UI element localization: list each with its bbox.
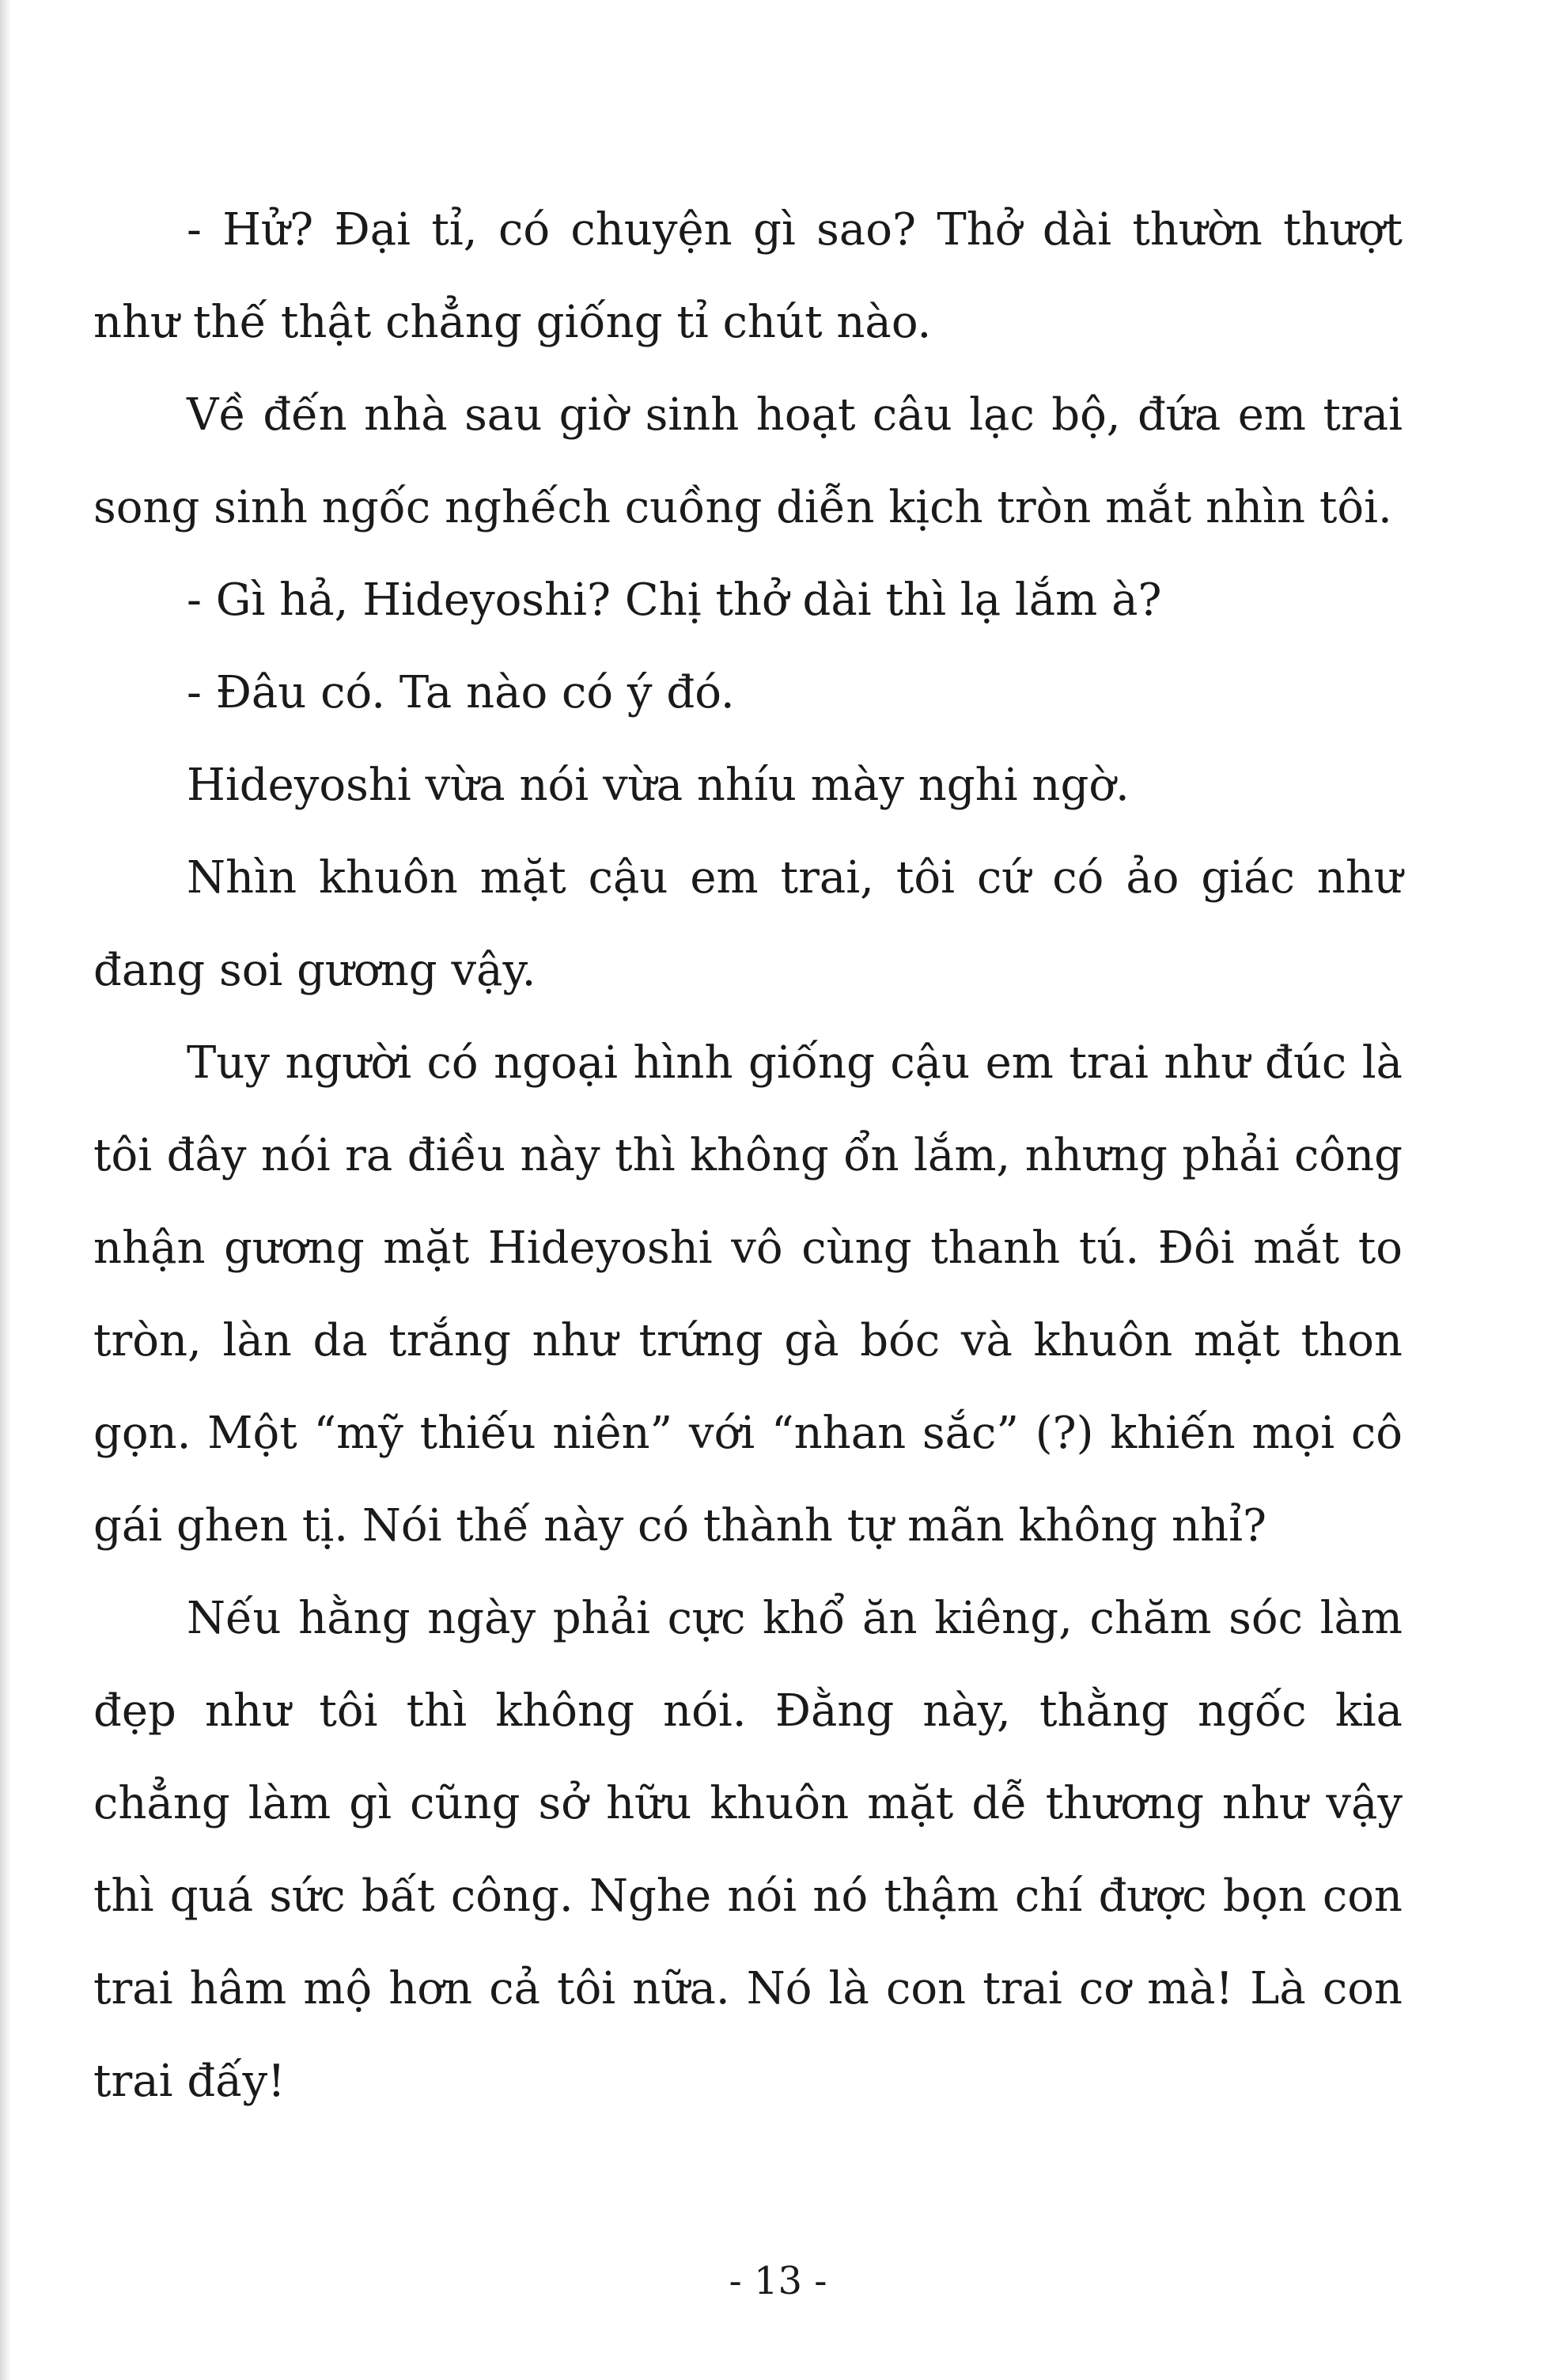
paragraph: Tuy người có ngoại hình giống cậu em trai như đúc là tôi đây nói ra điều này thì không ổn lắm, nhưng phải công nhận gương mặt Hideyoshi vô cùng thanh tú. Đôi mắt to tròn, làn da trắng như trứng gà bóc và khuôn mặt thon gọn. Một “mỹ thiếu niên” với “nhan sắc” (?) khiến mọi cô gái ghen tị. Nói thế này có thành tự mãn không nhỉ? [93,1037,1403,1552]
page-spine-shadow [0,0,11,2380]
paragraph: - Đâu có. Ta nào có ý đó. [187,667,735,718]
page-number: - 13 - [729,2259,827,2303]
paragraph: Nếu hằng ngày phải cực khổ ăn kiêng, chăm sóc làm đẹp như tôi thì không nói. Đằng này, thằng ngốc kia chẳng làm gì cũng sở hữu khuôn mặt dễ thương như vậy thì quá sức bất công. Nghe nói nó thậm chí được bọn con trai hâm mộ hơn cả tôi nữa. Nó là con trai cơ mà! Là con trai đấy! [93,1593,1403,2107]
body-text [93,184,1403,2128]
paragraph: - Gì hả, Hideyoshi? Chị thở dài thì lạ lắm à? [187,574,1162,626]
paragraph: Hideyoshi vừa nói vừa nhíu mày nghi ngờ. [187,760,1130,811]
paragraph: - Hử? Đại tỉ, có chuyện gì sao? Thở dài thườn thượt như thế thật chẳng giống tỉ chút nào. [93,204,1403,348]
paragraph: Nhìn khuôn mặt cậu em trai, tôi cứ có ảo giác như đang soi gương vậy. [93,852,1403,996]
paragraph: Về đến nhà sau giờ sinh hoạt câu lạc bộ, đứa em trai song sinh ngốc nghếch cuồng diễn kịch tròn mắt nhìn tôi. [93,389,1403,533]
